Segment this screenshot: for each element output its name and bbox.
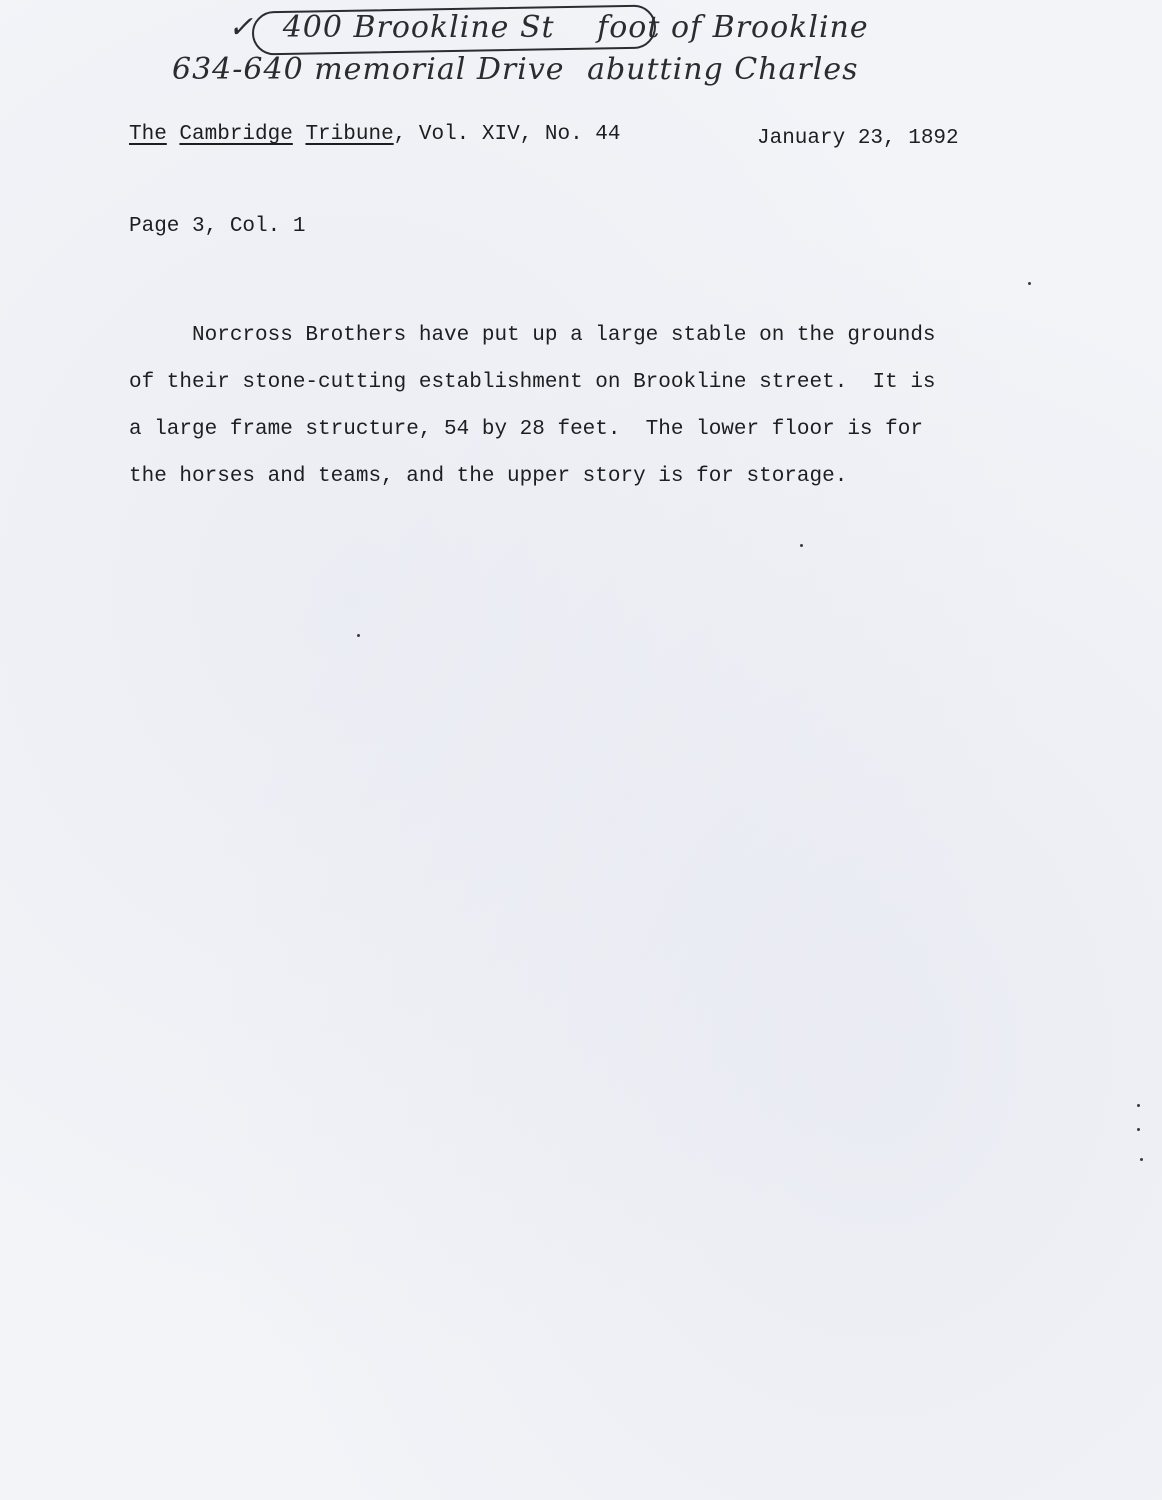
- scan-speck: [800, 544, 803, 547]
- page-column-reference: Page 3, Col. 1: [129, 215, 306, 238]
- note-address-2: 634-640 memorial Drive: [172, 52, 565, 87]
- handwritten-note-line-1: [228, 10, 869, 45]
- circled-address: 400 Brookline St: [282, 10, 555, 45]
- note-location: foot of Brookline: [597, 10, 869, 45]
- scan-speck: [1137, 1128, 1140, 1131]
- scan-speck: [1140, 1158, 1143, 1161]
- scan-speck: [1028, 282, 1031, 285]
- article-line: of their stone-cutting establishment on Brookline street. It is: [129, 371, 936, 394]
- scan-speck: [1137, 1104, 1140, 1107]
- article-line: a large frame structure, 54 by 28 feet. The lower floor is for: [129, 418, 923, 441]
- publication-date: January 23, 1892: [757, 127, 959, 150]
- handwritten-note-line-2: [172, 52, 859, 87]
- article-body: [129, 312, 1049, 500]
- citation-header: [129, 123, 621, 146]
- publication-word-1: The: [129, 123, 167, 146]
- article-line: the horses and teams, and the upper story is for storage.: [129, 465, 848, 488]
- note-abutting: abutting Charles: [587, 52, 859, 87]
- volume-info: , Vol. XIV, No. 44: [393, 123, 621, 146]
- publication-word-3: Tribune: [305, 123, 394, 146]
- article-line: Norcross Brothers have put up a large stable on the grounds: [129, 324, 936, 347]
- scan-speck: [357, 634, 360, 637]
- publication-word-2: Cambridge: [179, 123, 293, 146]
- checkmark: ✓: [228, 10, 255, 45]
